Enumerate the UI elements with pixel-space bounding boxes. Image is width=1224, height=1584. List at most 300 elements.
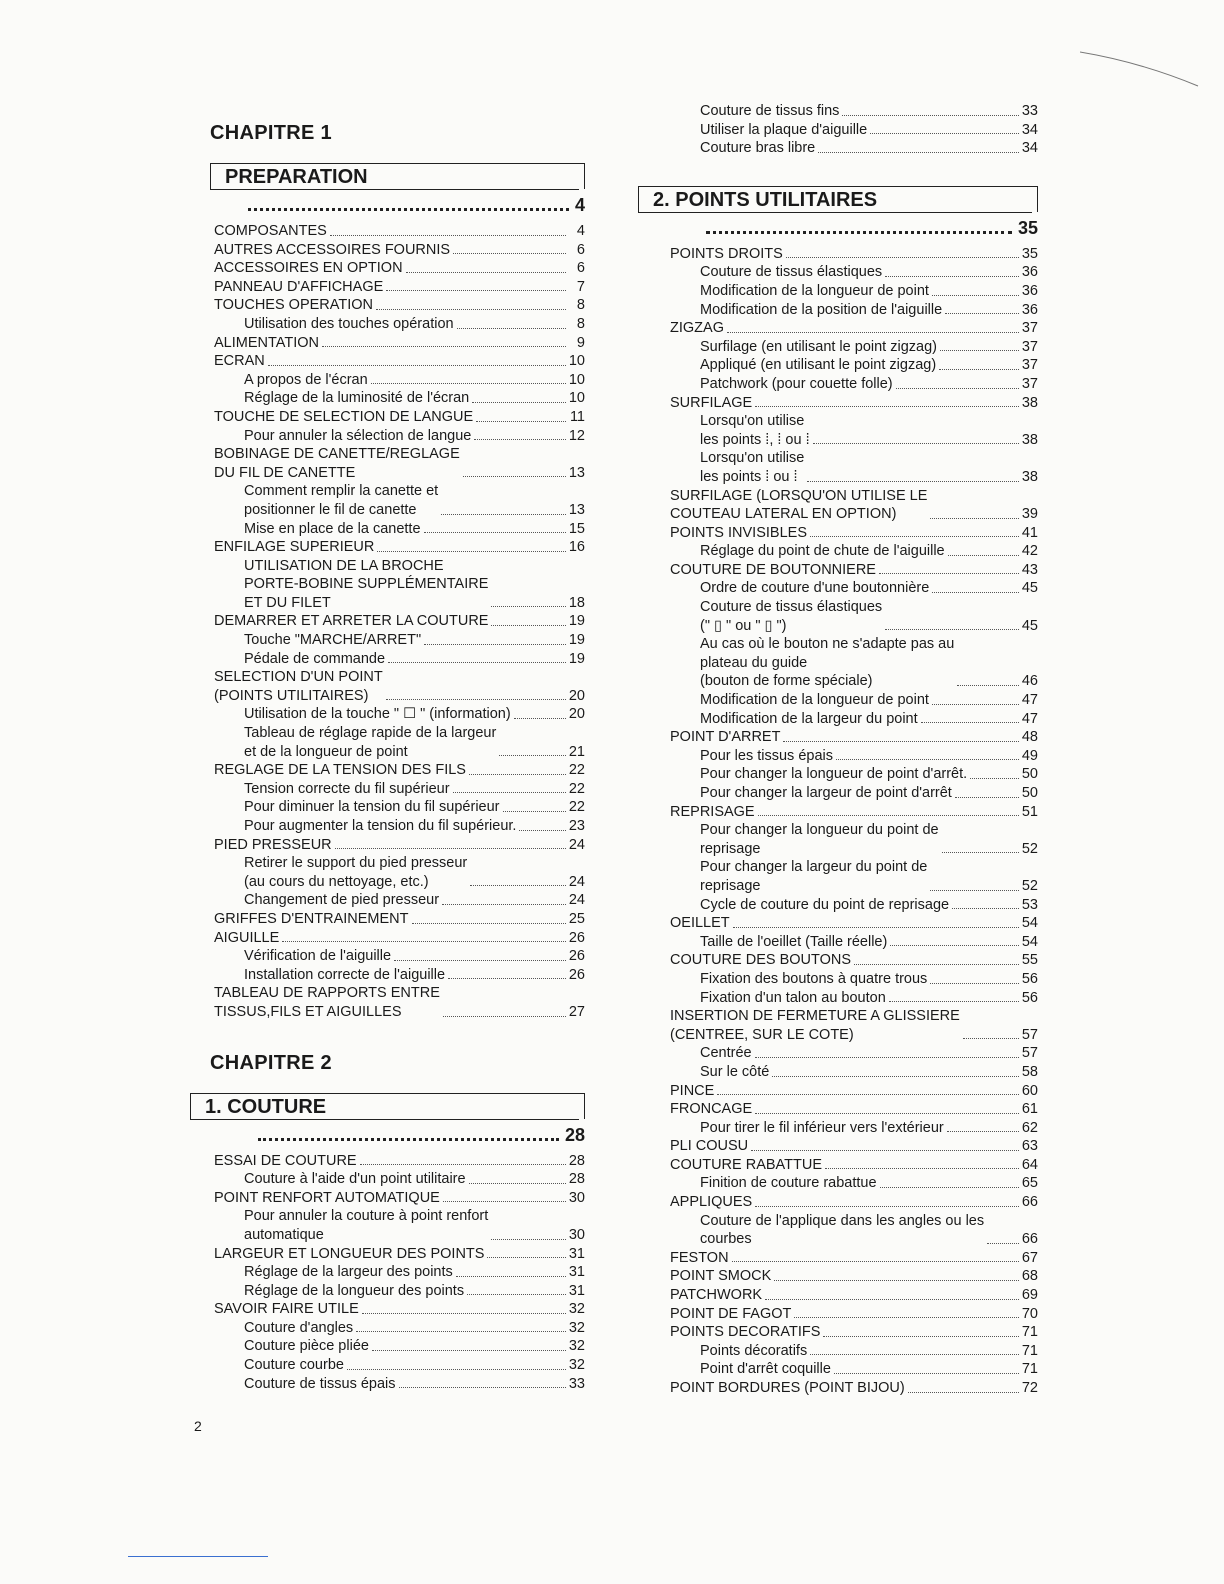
dot-leader bbox=[412, 923, 566, 924]
toc-entry bbox=[210, 966, 585, 985]
toc-entry bbox=[638, 1137, 1038, 1156]
toc-entry bbox=[210, 1319, 585, 1338]
toc-entry bbox=[638, 356, 1038, 375]
toc-entry bbox=[638, 1082, 1038, 1101]
toc-entry-page: 22 bbox=[568, 762, 585, 779]
toc-entry-page: 30 bbox=[568, 1226, 585, 1243]
toc-entry-title: Pour augmenter la tension du fil supérieur. bbox=[244, 818, 517, 834]
toc-entry-page: 28 bbox=[568, 1171, 585, 1188]
toc-entry-page: 10 bbox=[568, 371, 585, 388]
toc-entry-title: SURFILAGE bbox=[670, 394, 753, 411]
toc-entry bbox=[638, 1063, 1038, 1082]
toc-entry-title: Taille de l'oeillet (Taille réelle) bbox=[700, 933, 888, 950]
toc-entry bbox=[210, 1189, 585, 1208]
toc-entry-page: 10 bbox=[568, 390, 585, 407]
toc-entry-title: Lorsqu'on utilise les points ⁞ ou ⁞ bbox=[700, 450, 805, 485]
dot-leader bbox=[836, 759, 1019, 760]
toc-entry bbox=[638, 1286, 1038, 1305]
toc-entry bbox=[638, 338, 1038, 357]
toc-entry-page: 19 bbox=[568, 613, 585, 630]
dot-leader bbox=[424, 644, 566, 645]
toc-entry bbox=[638, 1212, 1038, 1249]
dot-leader bbox=[472, 402, 566, 403]
dot-leader bbox=[457, 328, 566, 329]
dot-leader bbox=[755, 1057, 1019, 1058]
dot-leader bbox=[491, 606, 565, 607]
dot-leader bbox=[470, 885, 566, 886]
toc-entry bbox=[638, 1044, 1038, 1063]
dot-leader bbox=[732, 1261, 1019, 1262]
dot-leader bbox=[947, 1131, 1019, 1132]
toc-entry bbox=[638, 1249, 1038, 1268]
dot-leader bbox=[794, 1317, 1018, 1318]
dot-leader bbox=[733, 927, 1019, 928]
toc-entry-page: 57 bbox=[1021, 1026, 1038, 1043]
toc-entry-title: Finition de couture rabattue bbox=[700, 1175, 877, 1192]
dot-leader bbox=[890, 945, 1019, 946]
toc-entry-title: Utilisation de la touche " ☐ " (information) bbox=[244, 706, 511, 723]
toc-entry-title: Modification de la largeur du point bbox=[700, 710, 918, 727]
dot-leader bbox=[362, 1313, 566, 1314]
toc-entry bbox=[638, 858, 1038, 895]
toc-entry-page: 27 bbox=[568, 1003, 585, 1020]
toc-entry bbox=[638, 635, 1038, 691]
toc-entry bbox=[638, 896, 1038, 915]
toc-entry-page: 26 bbox=[568, 948, 585, 965]
toc-entry bbox=[210, 631, 585, 650]
toc-entry-page: 53 bbox=[1021, 896, 1038, 913]
toc-list-couture bbox=[210, 1152, 585, 1394]
toc-entry bbox=[638, 121, 1038, 140]
toc-entry-title: Modification de la longueur de point bbox=[700, 282, 929, 299]
toc-entry-title: Centrée bbox=[700, 1045, 752, 1062]
dot-leader bbox=[970, 778, 1019, 779]
dot-leader bbox=[765, 1299, 1019, 1300]
toc-entry-page: 49 bbox=[1021, 747, 1038, 764]
toc-entry-title: Touche "MARCHE/ARRET" bbox=[244, 632, 422, 649]
toc-entry-title: Point d'arrêt coquille bbox=[700, 1361, 831, 1378]
toc-entry bbox=[210, 668, 585, 705]
toc-entry-title: Modification de la longueur de point bbox=[700, 692, 929, 709]
chapter-2-heading: CHAPITRE 2 bbox=[210, 1051, 332, 1074]
toc-entry-page: 48 bbox=[1021, 729, 1038, 746]
dot-leader bbox=[885, 276, 1019, 277]
toc-entry-page: 38 bbox=[1021, 431, 1038, 448]
toc-entry-title: AUTRES ACCESSOIRES FOURNIS bbox=[214, 241, 451, 258]
dot-leader bbox=[939, 369, 1019, 370]
toc-entry-title: Pour changer la longueur du point de reprisage bbox=[700, 822, 939, 857]
toc-entry-title: Vérification de l'aiguille bbox=[244, 948, 392, 965]
toc-entry-page: 11 bbox=[569, 408, 585, 425]
toc-entry bbox=[210, 817, 585, 836]
toc-entry-page: 24 bbox=[568, 836, 585, 853]
toc-entry-page: 38 bbox=[1021, 394, 1038, 411]
toc-entry-title: POINT BORDURES (POINT BIJOU) bbox=[670, 1380, 905, 1396]
toc-entry bbox=[638, 245, 1038, 264]
dot-leader bbox=[921, 722, 1019, 723]
toc-entry-page: 20 bbox=[568, 706, 585, 723]
dot-leader bbox=[443, 1201, 566, 1202]
dot-leader bbox=[453, 792, 566, 793]
toc-entry-title: Couture bras libre bbox=[700, 140, 816, 157]
dot-leader bbox=[930, 890, 1019, 891]
toc-entry-page: 65 bbox=[1021, 1175, 1038, 1192]
section-points-utilitaires bbox=[638, 186, 1038, 212]
toc-entry-page: 54 bbox=[1021, 933, 1038, 950]
toc-entry bbox=[210, 1337, 585, 1356]
toc-entry-title: Ordre de couture d'une boutonnière bbox=[700, 580, 930, 597]
toc-entry-page: 52 bbox=[1021, 840, 1038, 857]
toc-entry-title: PANNEAU D'AFFICHAGE bbox=[214, 278, 384, 295]
toc-entry-title: Couture de tissus épais bbox=[244, 1375, 396, 1392]
dot-leader bbox=[386, 699, 566, 700]
toc-entry bbox=[210, 891, 585, 910]
toc-entry-page: 26 bbox=[568, 929, 585, 946]
section-preparation-title: PREPARATION bbox=[225, 166, 368, 188]
toc-entry-page: 31 bbox=[568, 1282, 585, 1299]
dot-leader bbox=[952, 908, 1019, 909]
section-points-start bbox=[706, 218, 1038, 239]
dot-leader bbox=[880, 1187, 1019, 1188]
dot-leader bbox=[372, 1350, 566, 1351]
toc-entry bbox=[638, 487, 1038, 524]
toc-entry-title: UTILISATION DE LA BROCHE PORTE-BOBINE SUPPLÉMENTAIRE ET DU FILET bbox=[244, 557, 489, 611]
dot-leader bbox=[335, 848, 566, 849]
toc-entry-page: 22 bbox=[568, 780, 585, 797]
toc-entry-page: 19 bbox=[568, 650, 585, 667]
toc-entry-title: ACCESSOIRES EN OPTION bbox=[214, 260, 403, 277]
toc-entry bbox=[638, 319, 1038, 338]
toc-entry-page: 62 bbox=[1021, 1119, 1038, 1136]
toc-entry-page: 66 bbox=[1021, 1194, 1038, 1211]
toc-entry-title: Pour annuler la sélection de langue bbox=[244, 427, 472, 444]
dot-leader bbox=[474, 439, 566, 440]
toc-entry bbox=[210, 222, 585, 241]
dot-leader bbox=[322, 346, 566, 347]
toc-entry-page: 71 bbox=[1021, 1324, 1038, 1341]
toc-entry-title: INSERTION DE FERMETURE A GLISSIERE (CENTREE, SUR LE COTE) bbox=[670, 1008, 960, 1043]
toc-entry-title: A propos de l'écran bbox=[244, 371, 368, 388]
toc-entry-page: 72 bbox=[1021, 1380, 1038, 1396]
toc-entry-title: FESTON bbox=[670, 1249, 729, 1266]
toc-entry bbox=[210, 296, 585, 315]
section-couture-start bbox=[258, 1125, 585, 1146]
toc-entry-page: 58 bbox=[1021, 1063, 1038, 1080]
toc-entry-page: 6 bbox=[576, 241, 585, 258]
toc-entry-title: Pédale de commande bbox=[244, 650, 386, 667]
page-number: 2 bbox=[194, 1418, 202, 1434]
toc-list-preparation bbox=[210, 222, 585, 1022]
toc-entry bbox=[638, 914, 1038, 933]
toc-entry-page: 60 bbox=[1021, 1082, 1038, 1099]
toc-entry-page: 26 bbox=[568, 966, 585, 983]
dot-leader bbox=[930, 518, 1018, 519]
dot-leader bbox=[955, 797, 1019, 798]
dot-leader bbox=[491, 625, 565, 626]
toc-entry-page: 67 bbox=[1021, 1249, 1038, 1266]
toc-entry-page: 13 bbox=[568, 464, 585, 481]
toc-entry-title: Couture de tissus élastiques (" ▯ " ou " ▯ ") bbox=[700, 599, 883, 634]
toc-entry bbox=[210, 612, 585, 631]
toc-entry-title: PATCHWORK bbox=[670, 1287, 763, 1304]
toc-entry bbox=[638, 710, 1038, 729]
dot-leader bbox=[772, 1076, 1019, 1077]
toc-entry-page: 16 bbox=[568, 539, 585, 556]
toc-entry-title: Points décoratifs bbox=[700, 1342, 808, 1359]
toc-entry-page: 57 bbox=[1021, 1045, 1038, 1062]
toc-entry-page: 39 bbox=[1021, 506, 1038, 523]
dot-leader bbox=[948, 555, 1019, 556]
toc-entry-title: Surfilage (en utilisant le point zigzag) bbox=[700, 338, 937, 355]
dot-leader bbox=[356, 1331, 566, 1332]
toc-entry-title: OEILLET bbox=[670, 915, 730, 932]
toc-entry bbox=[638, 1174, 1038, 1193]
toc-entry bbox=[638, 524, 1038, 543]
toc-entry-page: 7 bbox=[576, 278, 585, 295]
toc-entry bbox=[638, 1305, 1038, 1324]
dot-leader bbox=[879, 573, 1019, 574]
toc-entry bbox=[638, 579, 1038, 598]
toc-entry-title: PLI COUSU bbox=[670, 1138, 749, 1155]
toc-entry bbox=[210, 259, 585, 278]
dot-leader bbox=[932, 295, 1019, 296]
dot-leader bbox=[786, 257, 1019, 258]
dot-leader bbox=[268, 365, 566, 366]
toc-entry bbox=[638, 282, 1038, 301]
toc-entry bbox=[638, 1379, 1038, 1398]
toc-entry bbox=[638, 449, 1038, 486]
dot-leader bbox=[957, 685, 1019, 686]
dot-leader bbox=[818, 152, 1019, 153]
toc-entry-title: FRONCAGE bbox=[670, 1101, 753, 1118]
dot-leader bbox=[717, 1094, 1019, 1095]
dot-leader bbox=[448, 978, 566, 979]
dot-leader bbox=[469, 774, 566, 775]
toc-entry-page: 19 bbox=[568, 632, 585, 649]
toc-entry-title: REGLAGE DE LA TENSION DES FILS bbox=[214, 762, 466, 779]
toc-entry-title: ECRAN bbox=[214, 353, 265, 370]
dot-leader bbox=[406, 272, 566, 273]
toc-entry-title: POINT D'ARRET bbox=[670, 729, 781, 746]
toc-entry-page: 23 bbox=[568, 818, 585, 834]
toc-entry bbox=[210, 520, 585, 539]
toc-entry-page: 28 bbox=[568, 1152, 585, 1169]
toc-entry-page: 25 bbox=[568, 910, 585, 927]
dot-leader bbox=[758, 815, 1019, 816]
dot-leader bbox=[441, 514, 566, 515]
toc-entry-page: 37 bbox=[1021, 320, 1038, 337]
toc-entry-title: Couture de tissus fins bbox=[700, 103, 840, 119]
toc-entry bbox=[210, 241, 585, 260]
toc-entry-page: 64 bbox=[1021, 1156, 1038, 1173]
toc-entry-page: 61 bbox=[1021, 1101, 1038, 1118]
toc-entry-page: 68 bbox=[1021, 1268, 1038, 1285]
toc-entry bbox=[638, 951, 1038, 970]
toc-entry-page: 32 bbox=[568, 1319, 585, 1336]
dot-leader bbox=[467, 1294, 566, 1295]
toc-entry bbox=[210, 1170, 585, 1189]
right-column bbox=[638, 102, 1038, 1398]
toc-entry bbox=[638, 1323, 1038, 1342]
dot-leader bbox=[932, 704, 1019, 705]
dot-leader bbox=[503, 811, 566, 812]
section-points-title: 2. POINTS UTILITAIRES bbox=[653, 188, 878, 211]
toc-entry-page: 24 bbox=[568, 892, 585, 909]
toc-entry-page: 47 bbox=[1021, 692, 1038, 709]
toc-entry-title: Changement de pied presseur bbox=[244, 892, 440, 909]
toc-entry bbox=[638, 1119, 1038, 1138]
toc-entry-title: Couture de tissus élastiques bbox=[700, 264, 883, 281]
toc-entry-page: 8 bbox=[576, 315, 585, 332]
toc-entry-page: 36 bbox=[1021, 264, 1038, 281]
toc-entry-page: 45 bbox=[1021, 580, 1038, 597]
toc-entry-page: 36 bbox=[1021, 282, 1038, 299]
toc-entry-page: 10 bbox=[568, 353, 585, 370]
dot-leader bbox=[476, 421, 566, 422]
dot-leader bbox=[774, 1280, 1019, 1281]
toc-list-continued bbox=[638, 102, 1038, 158]
toc-entry-page: 32 bbox=[568, 1301, 585, 1318]
toc-entry bbox=[210, 780, 585, 799]
toc-entry bbox=[638, 412, 1038, 449]
toc-entry-page: 34 bbox=[1021, 121, 1038, 138]
toc-entry-title: LARGEUR ET LONGUEUR DES POINTS bbox=[214, 1245, 485, 1262]
toc-entry-page: 8 bbox=[576, 297, 585, 314]
toc-entry bbox=[638, 765, 1038, 784]
toc-entry bbox=[638, 784, 1038, 803]
dot-leader bbox=[810, 536, 1019, 537]
toc-entry-title: POINTS DROITS bbox=[670, 245, 783, 262]
toc-entry-title: Couture pièce pliée bbox=[244, 1338, 369, 1355]
toc-entry-title: GRIFFES D'ENTRAINEMENT bbox=[214, 910, 409, 927]
toc-entry bbox=[210, 538, 585, 557]
dot-leader bbox=[825, 1168, 1019, 1169]
toc-entry-page: 6 bbox=[576, 260, 585, 277]
toc-entry-page: 37 bbox=[1021, 375, 1038, 392]
toc-entry-page: 54 bbox=[1021, 915, 1038, 932]
toc-entry bbox=[638, 394, 1038, 413]
toc-entry-page: 34 bbox=[1021, 140, 1038, 157]
toc-entry-title: Réglage de la luminosité de l'écran bbox=[244, 390, 470, 407]
toc-entry-title: Patchwork (pour couette folle) bbox=[700, 375, 893, 392]
toc-entry-title: Tension correcte du fil supérieur bbox=[244, 780, 450, 797]
toc-entry bbox=[638, 747, 1038, 766]
toc-entry-page: 24 bbox=[568, 873, 585, 890]
dot-leader bbox=[377, 551, 566, 552]
dot-leader bbox=[834, 1373, 1019, 1374]
dot-leader bbox=[810, 1354, 1019, 1355]
dot-leader bbox=[424, 532, 566, 533]
toc-entry-title: SURFILAGE (LORSQU'ON UTILISE LE COUTEAU LATERAL EN OPTION) bbox=[670, 487, 928, 523]
toc-entry bbox=[638, 1193, 1038, 1212]
dot-leader bbox=[463, 476, 566, 477]
dot-leader bbox=[987, 1243, 1019, 1244]
toc-entry-page: 71 bbox=[1021, 1342, 1038, 1359]
toc-entry-title: COMPOSANTES bbox=[214, 223, 327, 239]
dot-leader bbox=[751, 1150, 1019, 1151]
toc-entry-page: 45 bbox=[1021, 617, 1038, 634]
toc-entry-title: Au cas où le bouton ne s'adapte pas au plateau du guide (bouton de forme spéciale) bbox=[700, 636, 955, 690]
section-couture-page: 28 bbox=[564, 1124, 585, 1145]
toc-entry-title: Pour tirer le fil inférieur vers l'extérieur bbox=[700, 1119, 944, 1136]
toc-entry bbox=[638, 139, 1038, 158]
toc-entry bbox=[638, 821, 1038, 858]
toc-entry-title: ENFILAGE SUPERIEUR bbox=[214, 539, 375, 556]
toc-entry bbox=[638, 561, 1038, 580]
toc-entry-title: Comment remplir la canette et positionner le fil de canette bbox=[244, 483, 439, 518]
toc-entry bbox=[210, 910, 585, 929]
toc-entry-page: 55 bbox=[1021, 952, 1038, 969]
toc-entry-title: Réglage du point de chute de l'aiguille bbox=[700, 543, 945, 560]
dot-leader bbox=[870, 133, 1019, 134]
section-couture-title: 1. COUTURE bbox=[205, 1095, 327, 1118]
dot-leader bbox=[807, 481, 1019, 482]
toc-entry-title: Réglage de la largeur des points bbox=[244, 1264, 453, 1281]
dot-leader bbox=[727, 332, 1019, 333]
toc-entry-title: Pour changer la largeur du point de reprisage bbox=[700, 859, 928, 894]
toc-entry bbox=[638, 1007, 1038, 1044]
toc-entry-page: 47 bbox=[1021, 710, 1038, 727]
toc-entry-title: Fixation d'un talon au bouton bbox=[700, 989, 886, 1006]
toc-entry-title: Utiliser la plaque d'aiguille bbox=[700, 121, 868, 138]
toc-entry bbox=[210, 557, 585, 613]
dot-leader bbox=[908, 1392, 1019, 1393]
toc-entry-page: 50 bbox=[1021, 785, 1038, 801]
toc-entry bbox=[638, 375, 1038, 394]
toc-entry bbox=[638, 1100, 1038, 1119]
section-preparation-start bbox=[248, 195, 585, 216]
toc-entry-title: SAVOIR FAIRE UTILE bbox=[214, 1301, 359, 1318]
dot-leader bbox=[399, 1387, 566, 1388]
toc-entry bbox=[210, 1263, 585, 1282]
toc-entry-title: Pour annuler la couture à point renfort automatique bbox=[244, 1208, 489, 1243]
scan-mark bbox=[1080, 48, 1200, 88]
toc-entry bbox=[210, 278, 585, 297]
toc-entry bbox=[210, 482, 585, 519]
toc-entry-page: 4 bbox=[576, 223, 585, 239]
toc-entry bbox=[210, 761, 585, 780]
toc-entry-page: 41 bbox=[1021, 524, 1038, 541]
toc-entry-title: Réglage de la longueur des points bbox=[244, 1282, 465, 1299]
toc-entry-title: AIGUILLE bbox=[214, 929, 280, 946]
toc-entry-page: 30 bbox=[568, 1189, 585, 1206]
dot-leader bbox=[823, 1336, 1018, 1337]
bottom-rule bbox=[128, 1556, 268, 1557]
toc-entry-title: COUTURE DE BOUTONNIERE bbox=[670, 561, 876, 578]
toc-entry-page: 15 bbox=[568, 520, 585, 537]
toc-entry-title: Pour changer la largeur de point d'arrêt bbox=[700, 785, 952, 801]
toc-entry bbox=[210, 427, 585, 446]
toc-entry-page: 69 bbox=[1021, 1287, 1038, 1304]
toc-entry-page: 37 bbox=[1021, 357, 1038, 374]
toc-entry-title: Pour changer la longueur de point d'arrêt. bbox=[700, 766, 968, 783]
toc-entry-page: 36 bbox=[1021, 301, 1038, 318]
toc-entry-title: COUTURE DES BOUTONS bbox=[670, 952, 852, 969]
dot-leader bbox=[755, 1113, 1019, 1114]
toc-entry bbox=[210, 854, 585, 891]
toc-entry-page: 18 bbox=[568, 594, 585, 611]
toc-entry-title: Lorsqu'on utilise les points ⁞, ⁞ ou ⁞ bbox=[700, 413, 810, 448]
dot-leader bbox=[854, 964, 1019, 965]
toc-entry-title: PINCE bbox=[670, 1082, 715, 1099]
dot-leader bbox=[347, 1369, 566, 1370]
toc-entry-title: TABLEAU DE RAPPORTS ENTRE TISSUS,FILS ET AIGUILLES bbox=[214, 985, 440, 1020]
toc-entry bbox=[638, 102, 1038, 121]
toc-entry bbox=[210, 408, 585, 427]
dot-leader bbox=[945, 313, 1019, 314]
toc-entry-title: POINT DE FAGOT bbox=[670, 1305, 792, 1322]
toc-entry-page: 51 bbox=[1021, 803, 1038, 820]
